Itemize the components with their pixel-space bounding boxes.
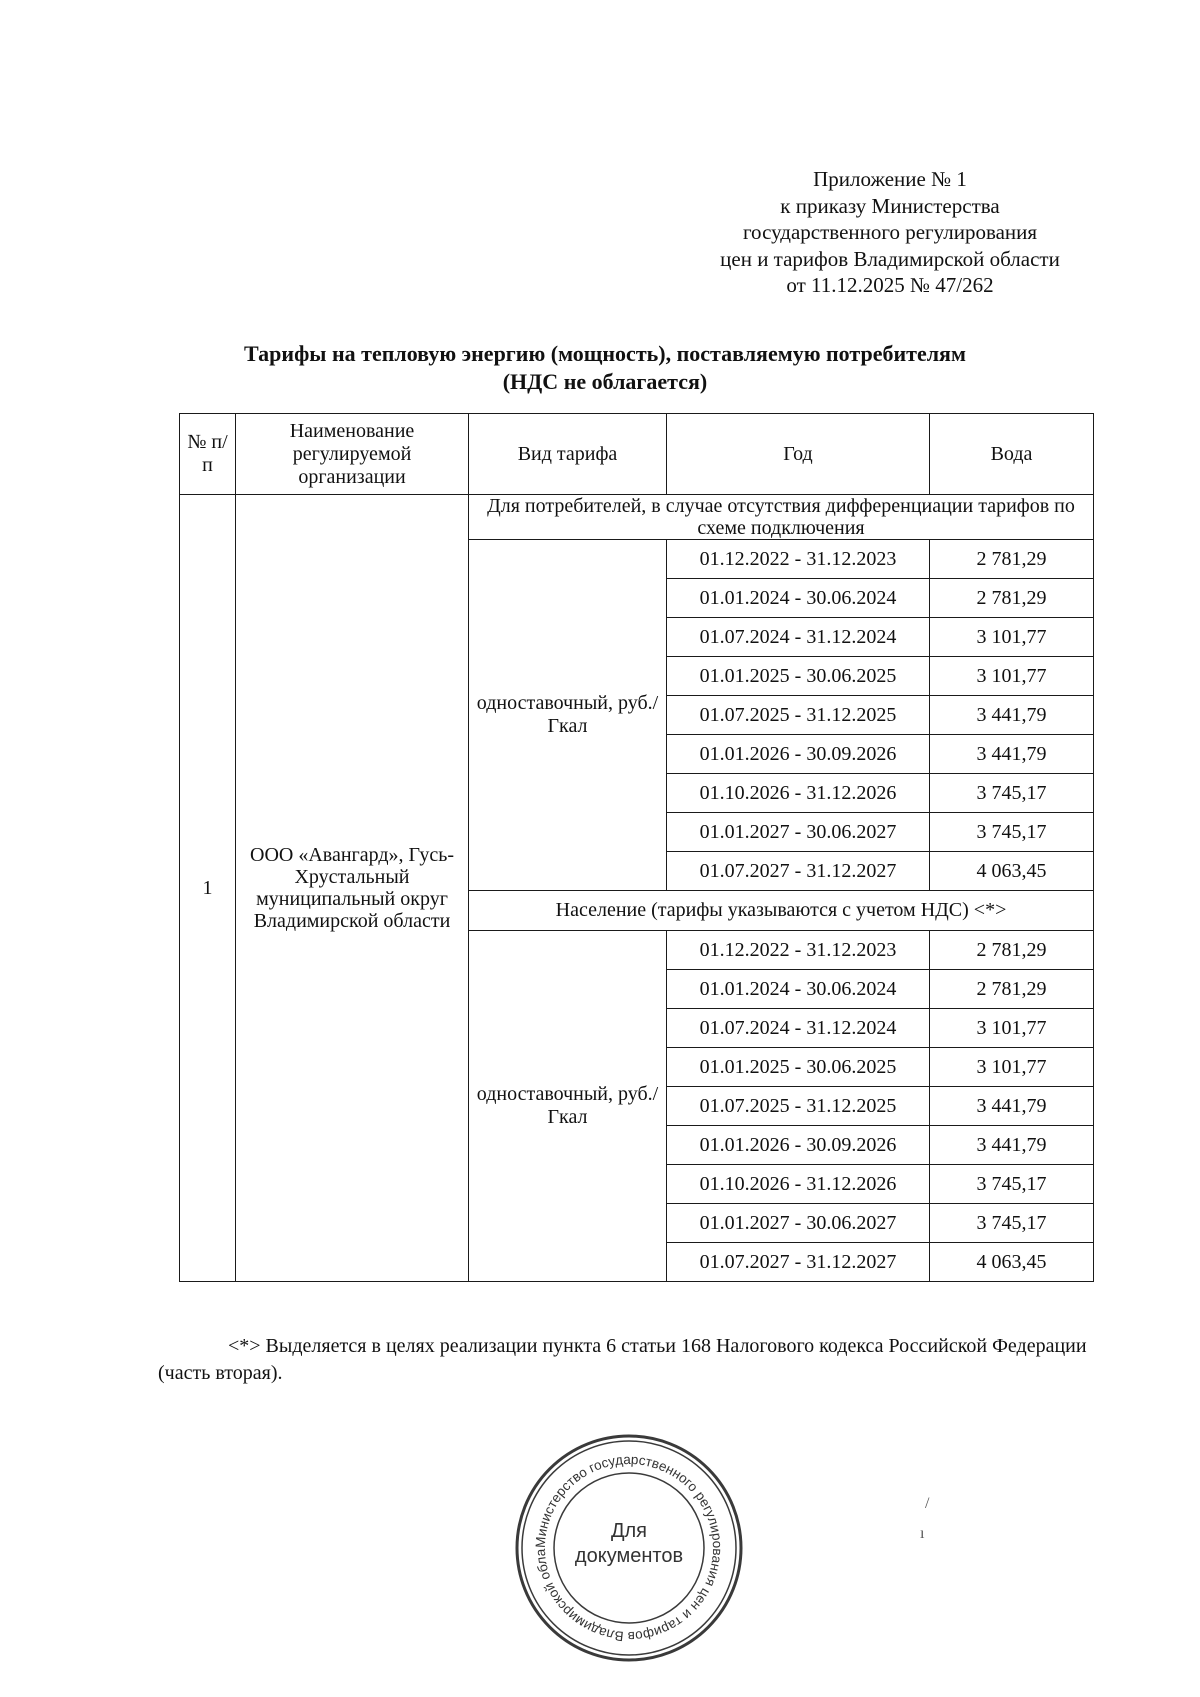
period-cell: 01.01.2027 - 30.06.2027 — [667, 1204, 930, 1243]
section-heading-row — [180, 495, 1094, 540]
table-header-row — [180, 414, 1094, 495]
appendix-line: Приложение № 1 — [813, 167, 967, 191]
document-title — [150, 340, 1060, 396]
water-value-cell: 3 441,79 — [930, 735, 1094, 774]
water-value-cell: 2 781,29 — [930, 970, 1094, 1009]
water-value-cell: 3 745,17 — [930, 1204, 1094, 1243]
official-seal — [513, 1432, 745, 1664]
period-cell: 01.07.2025 - 31.12.2025 — [667, 1087, 930, 1126]
period-cell: 01.07.2027 - 31.12.2027 — [667, 852, 930, 891]
seal-ring-text: Министерство государственного регулирования цен и тарифов Владимирской обла — [532, 1451, 726, 1645]
water-value-cell: 4 063,45 — [930, 852, 1094, 891]
period-cell: 01.10.2026 - 31.12.2026 — [667, 774, 930, 813]
period-cell: 01.07.2025 - 31.12.2025 — [667, 696, 930, 735]
period-cell: 01.01.2025 - 30.06.2025 — [667, 1048, 930, 1087]
period-cell: 01.01.2024 - 30.06.2024 — [667, 970, 930, 1009]
title-line-1: Тарифы на тепловую энергию (мощность), поставляемую потребителям — [244, 341, 966, 366]
appendix-header — [690, 166, 1090, 299]
title-line-2: (НДС не облагается) — [502, 369, 708, 394]
water-value-cell: 3 101,77 — [930, 1048, 1094, 1087]
water-value-cell: 2 781,29 — [930, 579, 1094, 618]
water-value-cell: 3 101,77 — [930, 618, 1094, 657]
water-value-cell: 3 441,79 — [930, 1087, 1094, 1126]
tariff-type: одноставочный, руб./Гкал — [469, 540, 667, 891]
appendix-line: к приказу Министерства — [780, 193, 1000, 218]
water-value-cell: 3 101,77 — [930, 657, 1094, 696]
tariff-type: одноставочный, руб./Гкал — [469, 931, 667, 1282]
period-cell: 01.01.2026 - 30.09.2026 — [667, 735, 930, 774]
water-value-cell: 3 101,77 — [930, 1009, 1094, 1048]
seal-center-line-1: Для — [610, 1520, 648, 1542]
period-cell: 01.10.2026 - 31.12.2026 — [667, 1165, 930, 1204]
header-year: Год — [667, 414, 930, 495]
seal-center-line-2: документов — [574, 1545, 684, 1567]
period-cell: 01.01.2025 - 30.06.2025 — [667, 657, 930, 696]
period-cell: 01.07.2027 - 31.12.2027 — [667, 1243, 930, 1282]
pen-mark: ı — [920, 1525, 925, 1542]
appendix-line: от 11.12.2025 № 47/262 — [786, 273, 994, 297]
seal-center-text — [513, 1519, 745, 1569]
header-organization: Наименование регулируемой организации — [236, 414, 469, 495]
row-number: 1 — [180, 495, 236, 1282]
period-cell: 01.01.2026 - 30.09.2026 — [667, 1126, 930, 1165]
period-cell: 01.01.2027 - 30.06.2027 — [667, 813, 930, 852]
period-cell: 01.07.2024 - 31.12.2024 — [667, 618, 930, 657]
appendix-line: цен и тарифов Владимирской области — [720, 246, 1060, 271]
footnote: <*> Выделяется в целях реализации пункта 6 статьи 168 Налогового кодекса Российской Федерации (часть вторая). — [158, 1335, 1087, 1384]
water-value-cell: 2 781,29 — [930, 540, 1094, 579]
header-water: Вода — [930, 414, 1094, 495]
water-value-cell: 3 745,17 — [930, 1165, 1094, 1204]
water-value-cell: 3 745,17 — [930, 813, 1094, 852]
pen-mark: / — [925, 1495, 930, 1512]
water-value-cell: 2 781,29 — [930, 931, 1094, 970]
organization-name: ООО «Авангард», Гусь-Хрустальный муниципальный округ Владимирской области — [236, 495, 469, 1282]
header-tariff-type: Вид тарифа — [469, 414, 667, 495]
period-cell: 01.12.2022 - 31.12.2023 — [667, 931, 930, 970]
water-value-cell: 3 441,79 — [930, 696, 1094, 735]
appendix-line: государственного регулирования — [742, 220, 1038, 244]
section-heading: Для потребителей, в случае отсутствия дифференциации тарифов по схеме подключения — [469, 495, 1094, 540]
period-cell: 01.01.2024 - 30.06.2024 — [667, 579, 930, 618]
water-value-cell: 4 063,45 — [930, 1243, 1094, 1282]
section-heading: Население (тарифы указываются с учетом НДС) <*> — [469, 891, 1094, 931]
period-cell: 01.12.2022 - 31.12.2023 — [667, 540, 930, 579]
tariff-table — [179, 413, 1094, 1282]
water-value-cell: 3 745,17 — [930, 774, 1094, 813]
water-value-cell: 3 441,79 — [930, 1126, 1094, 1165]
period-cell: 01.07.2024 - 31.12.2024 — [667, 1009, 930, 1048]
header-num: № п/п — [180, 414, 236, 495]
